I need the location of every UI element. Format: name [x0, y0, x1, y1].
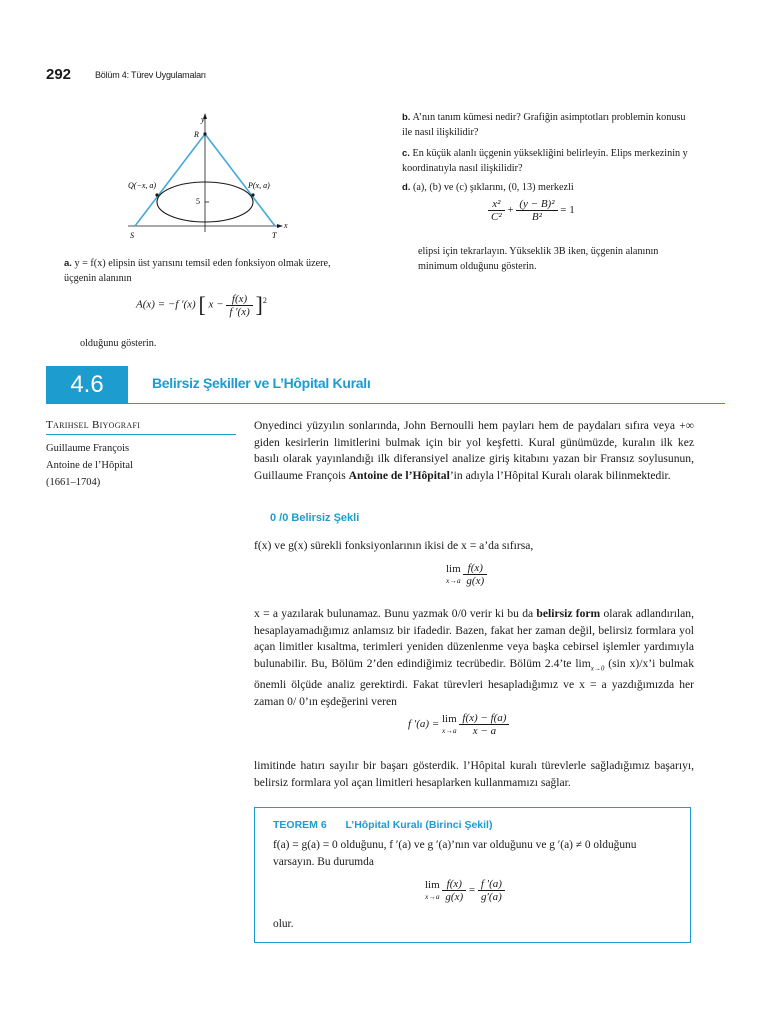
limit-equation-1: lim x→a $\frac{f(x)}{g(x)}$ [446, 562, 487, 587]
x-arrow [277, 224, 283, 228]
point-q [155, 193, 158, 196]
bio-rule [46, 434, 236, 435]
theorem-equation: lim x→a $\frac{f(x)}{g(x)}$ = $\frac{f '(a)}{g'(a)}$ [425, 878, 505, 903]
intro-paragraph: Onyedinci yüzyılın sonlarında, John Bernoulli hem payları hem de paydaları sıfıra veya +∞ giden kesirlerin limitlerini bulmak için bir yol keşfetti. Kural günümüzde, kuralın ilk kez basılı olarak yayınlandığı ilk diferansiyel analize giriş kitabını yazan bir Fransız soylusunun, Guillaume François Antoine de l’Hôpital’in adıyla l’Hôpital Kuralı olarak bilinmektedir. [254, 419, 694, 483]
problem-a-equation: A(x) = −f ′(x) [ x − $\frac{f(x)}{f '(x)}$ ]$^2$ [136, 292, 267, 318]
label-y: y [201, 115, 205, 124]
problem-a-label: a. [64, 258, 72, 269]
paragraph-4: limitinde hatırı sayılır bir başarı gösterdik. l’Hôpital kuralı türevlerle sağladığımız başarıyı, belirsiz formlara yol açan limitleri hesaplarken kullanmamızı sağlar. [254, 759, 694, 789]
problem-d: d. (a), (b) ve (c) şıklarını, (0, 13) merkezli [402, 182, 574, 193]
label-q: Q(−x, a) [128, 181, 157, 190]
section-title: Belirsiz Şekiller ve L’Hôpital Kuralı [152, 375, 371, 391]
problem-d-after: elipsi için tekrarlayın. Yükseklik 3B iken, üçgenin alanının minimum olduğunu gösterin. [418, 246, 659, 272]
label-x: x [284, 221, 288, 230]
bio-text: Guillaume François Antoine de l’Hôpital (1661–1704) [46, 443, 133, 488]
point-p [251, 193, 254, 196]
label-p: P(x, a) [248, 181, 270, 190]
problem-a-text: y = f(x) elipsin üst yarısını temsil eden fonksiyon olmak üzere, üçgenin alanının [64, 258, 331, 284]
bio-title: Tarihsel Biyografi [46, 419, 141, 431]
problem-b: b. A’nın tanım kümesi nedir? Grafiğin asimptotları problemin konusu ile nasıl ilişkilidir? [402, 112, 686, 138]
problem-a-after: olduğunu gösterin. [80, 338, 157, 349]
derivative-equation: f ′(a) = lim x→a $\frac{f(x) - f(a)}{x - a}$ [408, 712, 509, 737]
page-number: 292 [46, 66, 72, 83]
section-number: 4.6 [46, 366, 128, 404]
label-t: T [272, 231, 277, 240]
label-five: 5 [196, 197, 200, 206]
label-s: S [130, 231, 134, 240]
point-r [203, 132, 206, 135]
label-r: R [194, 130, 199, 139]
triangle-left-side [135, 134, 205, 226]
problem-a [64, 256, 354, 286]
paragraph-2: f(x) ve g(x) sürekli fonksiyonlarının ikisi de x = a’da sıfırsa, [254, 539, 534, 552]
triangle-right-side [205, 134, 275, 226]
chapter-title: Bölüm 4: Türev Uygulamaları [95, 70, 206, 80]
problem-c: c. En küçük alanlı üçgenin yüksekliğini belirleyin. Elips merkezinin y koordinatıyla nasıl ilişkilidir? [402, 148, 688, 174]
problem-d-equation: $\frac{\text{x²}}{\text{C²}}$ + $\frac{\text{(y − B)²}}{\text{B²}}$ = 1 [488, 198, 575, 223]
theorem-text: f(a) = g(a) = 0 olduğunu, f ′(a) ve g ′(a)’nın var olduğunu ve g ′(a) ≠ 0 olduğunu varsayın. Bu durumda [273, 839, 637, 868]
paragraph-3: x = a yazılarak bulunamaz. Bunu yazmak 0/0 verir ki bu da belirsiz form olarak adlandırılan, hesaplayamadığımız anlamsız bir ifadedir. Bazen, fakat her zaman değil, belirsiz formlara yol açan limitler kısaltma, terimleri yeniden düzenlenme veya başka cebirsel işlemler yardımıyla bulunabilir. Bu, Bölüm 2’den edindiğimiz tecrübedir. Bölüm 2.4’te $\lim_{x\to 0} (\sin$ x)/x’i bulmak önemli ölçüde analiz gerektirdi. Fakat türevleri hesapladığımız ve x = a yazdığımızda her zaman 0/ 0’ın eşdeğerini veren [254, 607, 694, 708]
theorem-box [254, 807, 691, 943]
theorem-after: olur. [273, 918, 294, 930]
section-rule [128, 403, 725, 404]
ellipse-triangle-figure [110, 110, 300, 242]
theorem-heading: TEOREM 6 L’Hôpital Kuralı (Birinci Şekil) [273, 819, 493, 831]
subsection-title: 0 /0 Belirsiz Şekli [270, 512, 360, 524]
